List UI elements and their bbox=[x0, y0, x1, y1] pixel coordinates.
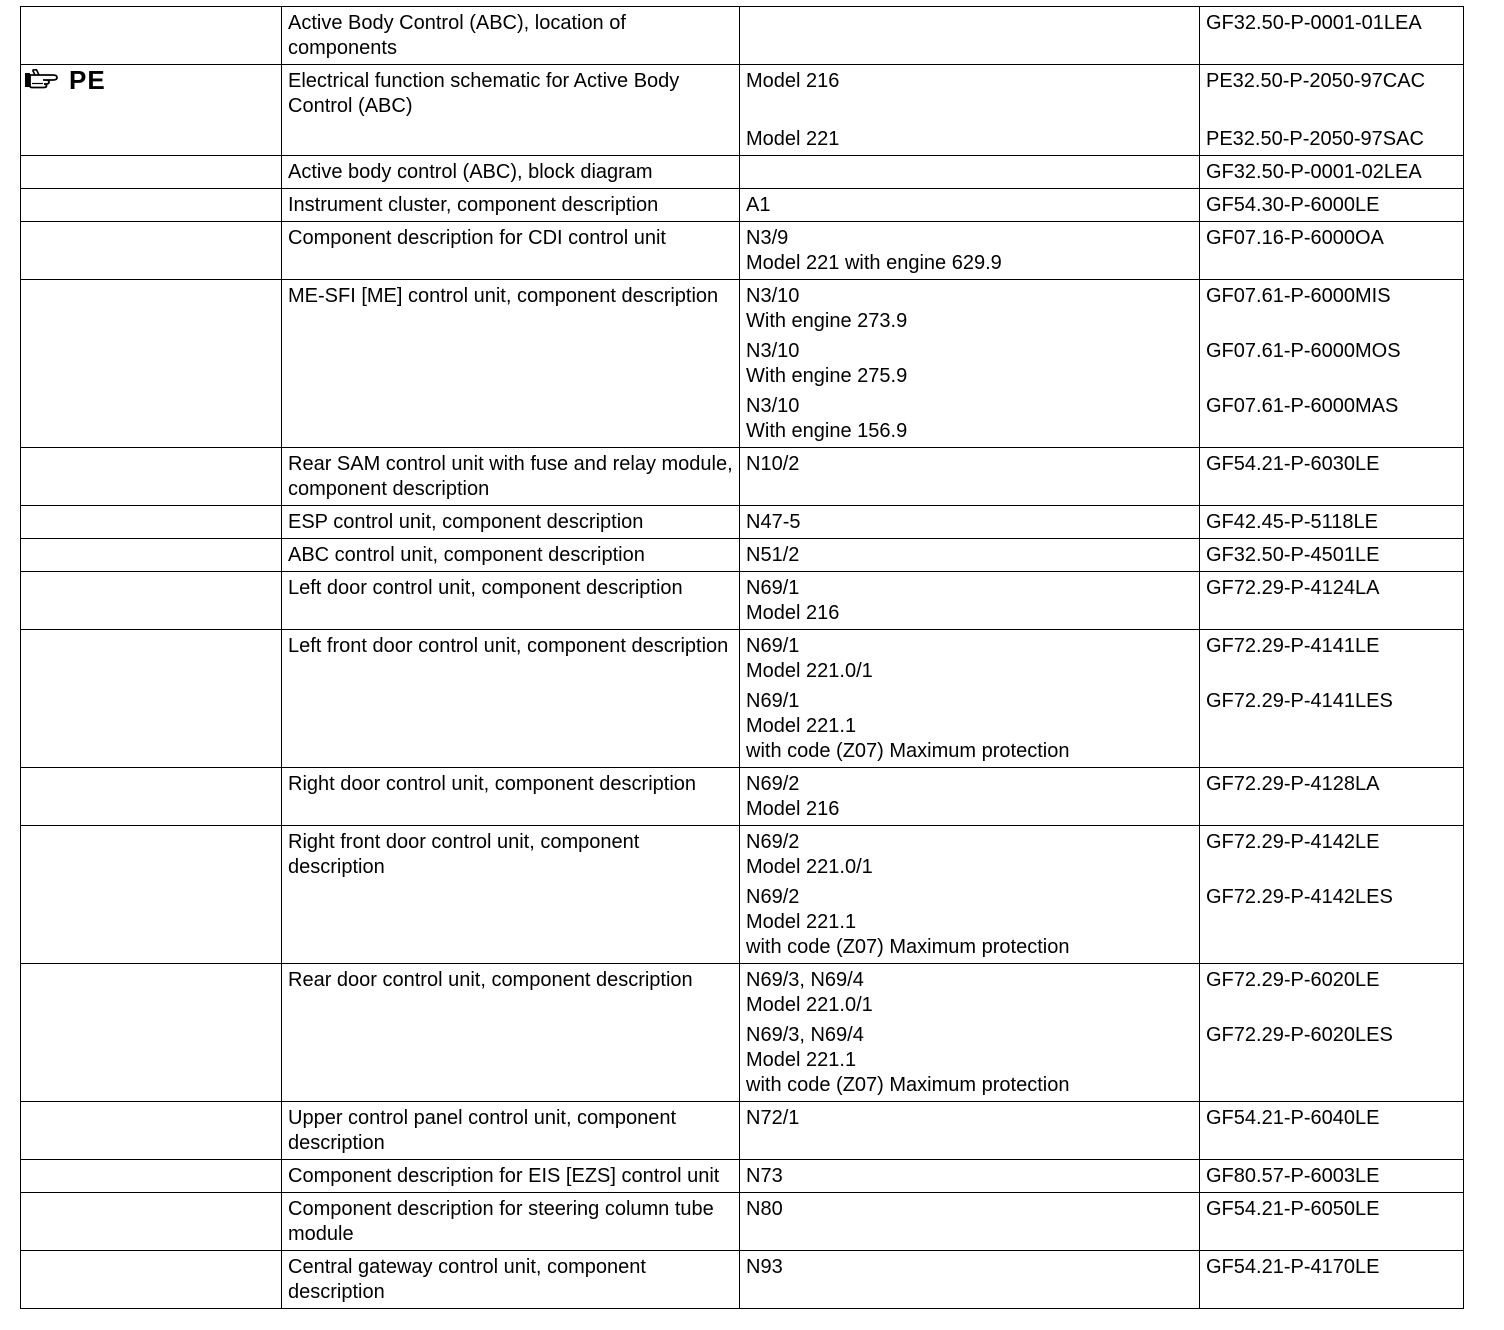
component-entry bbox=[746, 394, 1193, 444]
marker-cell bbox=[21, 1193, 282, 1251]
component-line: With engine 273.9 bbox=[746, 310, 908, 332]
marker-cell bbox=[21, 964, 282, 1102]
component-line: N93 bbox=[746, 1256, 783, 1278]
description-text: Central gateway control unit, component description bbox=[288, 1256, 646, 1303]
document-reference-cell bbox=[1200, 506, 1464, 539]
table-row bbox=[21, 1160, 1464, 1193]
description-cell bbox=[282, 572, 740, 630]
table-row bbox=[21, 826, 1464, 964]
document-entry bbox=[1206, 284, 1457, 334]
description-text: Active Body Control (ABC), location of components bbox=[288, 12, 626, 59]
document-reference-cell bbox=[1200, 7, 1464, 65]
document-number-link[interactable]: GF54.21-P-6030LE bbox=[1206, 453, 1380, 475]
document-reference-cell bbox=[1200, 630, 1464, 768]
document-number-link[interactable]: GF32.50-P-0001-02LEA bbox=[1206, 161, 1422, 183]
component-line: N69/1 bbox=[746, 577, 800, 599]
component-cell bbox=[740, 1193, 1200, 1251]
component-entry bbox=[746, 1164, 1193, 1189]
document-table bbox=[20, 6, 1464, 1309]
description-text: Electrical function schematic for Active Body Control (ABC) bbox=[288, 70, 680, 117]
document-reference-cell bbox=[1200, 768, 1464, 826]
document-entry bbox=[1206, 226, 1457, 276]
marker-cell bbox=[21, 1160, 282, 1193]
component-entry bbox=[746, 193, 1193, 218]
component-entry bbox=[746, 11, 1193, 36]
component-cell bbox=[740, 630, 1200, 768]
document-number-link[interactable]: GF72.29-P-4141LE bbox=[1206, 635, 1380, 657]
document-entry bbox=[1206, 830, 1457, 880]
document-number-link[interactable]: GF72.29-P-6020LES bbox=[1206, 1024, 1393, 1046]
description-cell bbox=[282, 156, 740, 189]
document-reference-cell bbox=[1200, 1193, 1464, 1251]
component-line: N69/2 bbox=[746, 773, 800, 795]
component-line: with code (Z07) Maximum protection bbox=[746, 1074, 1070, 1096]
component-line: Model 221.0/1 bbox=[746, 856, 873, 878]
description-cell bbox=[282, 222, 740, 280]
document-number-link[interactable]: GF54.21-P-6050LE bbox=[1206, 1198, 1380, 1220]
table-row bbox=[21, 1102, 1464, 1160]
component-line: N72/1 bbox=[746, 1107, 800, 1129]
component-cell bbox=[740, 826, 1200, 964]
component-entry bbox=[746, 968, 1193, 1018]
document-reference-cell bbox=[1200, 189, 1464, 222]
component-entry bbox=[746, 127, 1193, 152]
description-text: ABC control unit, component description bbox=[288, 544, 645, 566]
component-entry bbox=[746, 689, 1193, 764]
component-entry bbox=[746, 885, 1193, 960]
document-entry bbox=[1206, 127, 1457, 152]
document-entry bbox=[1206, 452, 1457, 477]
component-line: Model 221.1 bbox=[746, 911, 857, 933]
empty-line bbox=[746, 11, 1193, 36]
description-cell bbox=[282, 539, 740, 572]
table-row bbox=[21, 65, 1464, 156]
description-cell bbox=[282, 280, 740, 448]
component-line: N69/3, N69/4 bbox=[746, 969, 864, 991]
document-reference-cell bbox=[1200, 1251, 1464, 1309]
document-entry bbox=[1206, 510, 1457, 535]
component-entry bbox=[746, 160, 1193, 185]
document-number-link[interactable]: GF07.61-P-6000MOS bbox=[1206, 340, 1401, 362]
component-line: N73 bbox=[746, 1165, 783, 1187]
document-number-link[interactable]: GF07.61-P-6000MIS bbox=[1206, 285, 1391, 307]
component-line: N69/3, N69/4 bbox=[746, 1024, 864, 1046]
description-cell bbox=[282, 768, 740, 826]
document-reference-cell bbox=[1200, 964, 1464, 1102]
component-line: Model 221.0/1 bbox=[746, 660, 873, 682]
table-row bbox=[21, 539, 1464, 572]
document-number-link[interactable]: GF72.29-P-4124LA bbox=[1206, 577, 1380, 599]
table-row bbox=[21, 222, 1464, 280]
component-entry bbox=[746, 339, 1193, 389]
component-cell bbox=[740, 964, 1200, 1102]
document-entry bbox=[1206, 543, 1457, 568]
document-entry bbox=[1206, 634, 1457, 684]
table-row bbox=[21, 448, 1464, 506]
document-reference-cell bbox=[1200, 1160, 1464, 1193]
document-entry bbox=[1206, 1106, 1457, 1131]
document-number-link[interactable]: GF07.16-P-6000OA bbox=[1206, 227, 1384, 249]
document-entry bbox=[1206, 885, 1457, 960]
component-line: N51/2 bbox=[746, 544, 800, 566]
table-row bbox=[21, 768, 1464, 826]
table-row bbox=[21, 1193, 1464, 1251]
component-cell bbox=[740, 280, 1200, 448]
component-line: Model 221 with engine 629.9 bbox=[746, 252, 1002, 274]
description-cell bbox=[282, 1102, 740, 1160]
document-number-link[interactable]: GF72.29-P-4142LES bbox=[1206, 886, 1393, 908]
description-text: Right door control unit, component description bbox=[288, 773, 697, 795]
component-line: N69/2 bbox=[746, 886, 800, 908]
component-entry bbox=[746, 1023, 1193, 1098]
document-entry bbox=[1206, 689, 1457, 764]
document-reference-cell bbox=[1200, 826, 1464, 964]
document-number-link[interactable]: GF72.29-P-4142LE bbox=[1206, 831, 1380, 853]
marker-cell bbox=[21, 630, 282, 768]
document-table-body bbox=[21, 7, 1464, 1309]
description-text: Component description for CDI control unit bbox=[288, 227, 666, 249]
component-cell bbox=[740, 572, 1200, 630]
component-line: A1 bbox=[746, 194, 771, 216]
marker-cell bbox=[21, 539, 282, 572]
description-text: Component description for steering column tube module bbox=[288, 1198, 714, 1245]
document-number-link[interactable]: GF80.57-P-6003LE bbox=[1206, 1165, 1380, 1187]
document-entry bbox=[1206, 193, 1457, 218]
description-cell bbox=[282, 7, 740, 65]
document-number-link[interactable]: GF72.29-P-6020LE bbox=[1206, 969, 1380, 991]
document-reference-cell bbox=[1200, 65, 1464, 156]
table-row bbox=[21, 7, 1464, 65]
description-text: Left front door control unit, component description bbox=[288, 635, 729, 657]
component-entry bbox=[746, 1197, 1193, 1222]
description-cell bbox=[282, 1251, 740, 1309]
document-entry bbox=[1206, 1197, 1457, 1222]
component-line: N69/1 bbox=[746, 635, 800, 657]
marker-cell bbox=[21, 7, 282, 65]
marker-cell bbox=[21, 572, 282, 630]
component-line: Model 221 bbox=[746, 128, 840, 150]
marker-cell bbox=[21, 826, 282, 964]
component-entry bbox=[746, 543, 1193, 568]
component-line: N69/1 bbox=[746, 690, 800, 712]
description-text: Rear SAM control unit with fuse and relay module, component description bbox=[288, 453, 733, 500]
description-text: Active body control (ABC), block diagram bbox=[288, 161, 653, 183]
marker-cell bbox=[21, 189, 282, 222]
document-entry bbox=[1206, 1255, 1457, 1280]
marker-cell bbox=[21, 1102, 282, 1160]
document-reference-cell bbox=[1200, 448, 1464, 506]
description-cell bbox=[282, 189, 740, 222]
component-line: N80 bbox=[746, 1198, 783, 1220]
document-reference-cell bbox=[1200, 222, 1464, 280]
description-cell bbox=[282, 826, 740, 964]
component-entry bbox=[746, 634, 1193, 684]
document-number-link[interactable]: GF54.21-P-6040LE bbox=[1206, 1107, 1380, 1129]
document-entry bbox=[1206, 11, 1457, 36]
document-entry bbox=[1206, 968, 1457, 1018]
description-text: Right front door control unit, component description bbox=[288, 831, 640, 878]
component-entry bbox=[746, 510, 1193, 535]
document-entry bbox=[1206, 1164, 1457, 1189]
component-entry bbox=[746, 576, 1193, 626]
pe-reference-marker[interactable] bbox=[23, 67, 275, 93]
table-row bbox=[21, 156, 1464, 189]
empty-line bbox=[746, 160, 1193, 185]
description-cell bbox=[282, 448, 740, 506]
component-cell bbox=[740, 448, 1200, 506]
component-line: N3/10 bbox=[746, 340, 800, 362]
document-reference-cell bbox=[1200, 1102, 1464, 1160]
component-entry bbox=[746, 772, 1193, 822]
component-line: Model 221.1 bbox=[746, 715, 857, 737]
document-reference-cell bbox=[1200, 280, 1464, 448]
component-line: N3/9 bbox=[746, 227, 789, 249]
document-number-link[interactable]: GF07.61-P-6000MAS bbox=[1206, 395, 1399, 417]
component-cell bbox=[740, 1160, 1200, 1193]
component-line: Model 216 bbox=[746, 798, 840, 820]
component-entry bbox=[746, 1106, 1193, 1131]
component-cell bbox=[740, 222, 1200, 280]
document-number-link[interactable]: PE32.50-P-2050-97CAC bbox=[1206, 70, 1426, 92]
component-cell bbox=[740, 1102, 1200, 1160]
component-entry bbox=[746, 284, 1193, 334]
description-text: Instrument cluster, component description bbox=[288, 194, 659, 216]
marker-cell bbox=[21, 1251, 282, 1309]
component-line: with code (Z07) Maximum protection bbox=[746, 740, 1070, 762]
document-number-link[interactable]: PE32.50-P-2050-97SAC bbox=[1206, 128, 1424, 150]
description-text: ESP control unit, component description bbox=[288, 511, 644, 533]
document-number-link[interactable]: GF72.29-P-4128LA bbox=[1206, 773, 1380, 795]
document-entry bbox=[1206, 1023, 1457, 1098]
document-number-link[interactable]: GF32.50-P-4501LE bbox=[1206, 544, 1380, 566]
marker-cell bbox=[21, 156, 282, 189]
component-entry bbox=[746, 69, 1193, 119]
component-line: N3/10 bbox=[746, 285, 800, 307]
document-number-link[interactable]: GF72.29-P-4141LES bbox=[1206, 690, 1393, 712]
description-text: Left door control unit, component description bbox=[288, 577, 683, 599]
component-entry bbox=[746, 226, 1193, 276]
document-entry bbox=[1206, 69, 1457, 119]
component-line: N10/2 bbox=[746, 453, 800, 475]
pointing-hand-icon bbox=[23, 69, 63, 91]
component-entry bbox=[746, 452, 1193, 477]
component-cell bbox=[740, 189, 1200, 222]
component-cell bbox=[740, 7, 1200, 65]
component-line: N69/2 bbox=[746, 831, 800, 853]
marker-cell bbox=[21, 506, 282, 539]
table-row bbox=[21, 630, 1464, 768]
table-row bbox=[21, 280, 1464, 448]
description-cell bbox=[282, 1160, 740, 1193]
document-entry bbox=[1206, 772, 1457, 822]
component-cell bbox=[740, 768, 1200, 826]
description-cell bbox=[282, 1193, 740, 1251]
marker-cell bbox=[21, 768, 282, 826]
document-reference-cell bbox=[1200, 539, 1464, 572]
component-line: Model 221.0/1 bbox=[746, 994, 873, 1016]
component-entry bbox=[746, 1255, 1193, 1280]
description-cell bbox=[282, 506, 740, 539]
description-text: Rear door control unit, component description bbox=[288, 969, 693, 991]
marker-cell bbox=[21, 448, 282, 506]
marker-cell bbox=[21, 222, 282, 280]
document-number-link[interactable]: GF42.45-P-5118LE bbox=[1206, 511, 1378, 533]
document-number-link[interactable]: GF32.50-P-0001-01LEA bbox=[1206, 12, 1422, 34]
component-line: with code (Z07) Maximum protection bbox=[746, 936, 1070, 958]
description-text: ME-SFI [ME] control unit, component description bbox=[288, 285, 719, 307]
component-line: Model 221.1 bbox=[746, 1049, 857, 1071]
document-reference-cell bbox=[1200, 572, 1464, 630]
component-cell bbox=[740, 1251, 1200, 1309]
document-number-link[interactable]: GF54.30-P-6000LE bbox=[1206, 194, 1380, 216]
description-text: Upper control panel control unit, component description bbox=[288, 1107, 677, 1154]
document-entry bbox=[1206, 576, 1457, 626]
table-row bbox=[21, 506, 1464, 539]
description-text: Component description for EIS [EZS] control unit bbox=[288, 1165, 720, 1187]
component-line: N47-5 bbox=[746, 511, 801, 533]
component-cell bbox=[740, 156, 1200, 189]
marker-cell bbox=[21, 65, 282, 156]
component-cell bbox=[740, 506, 1200, 539]
table-row bbox=[21, 1251, 1464, 1309]
description-cell bbox=[282, 630, 740, 768]
document-reference-cell bbox=[1200, 156, 1464, 189]
document-entry bbox=[1206, 339, 1457, 389]
component-cell bbox=[740, 65, 1200, 156]
document-entry bbox=[1206, 394, 1457, 444]
component-entry bbox=[746, 830, 1193, 880]
document-number-link[interactable]: GF54.21-P-4170LE bbox=[1206, 1256, 1380, 1278]
component-line: With engine 275.9 bbox=[746, 365, 908, 387]
description-cell bbox=[282, 65, 740, 156]
table-row bbox=[21, 572, 1464, 630]
pe-marker-label: PE bbox=[69, 65, 106, 95]
marker-cell bbox=[21, 280, 282, 448]
component-line: With engine 156.9 bbox=[746, 420, 908, 442]
component-line: Model 216 bbox=[746, 602, 840, 624]
component-line: Model 216 bbox=[746, 70, 840, 92]
component-cell bbox=[740, 539, 1200, 572]
component-line: N3/10 bbox=[746, 395, 800, 417]
table-row bbox=[21, 189, 1464, 222]
document-entry bbox=[1206, 160, 1457, 185]
description-cell bbox=[282, 964, 740, 1102]
table-row bbox=[21, 964, 1464, 1102]
